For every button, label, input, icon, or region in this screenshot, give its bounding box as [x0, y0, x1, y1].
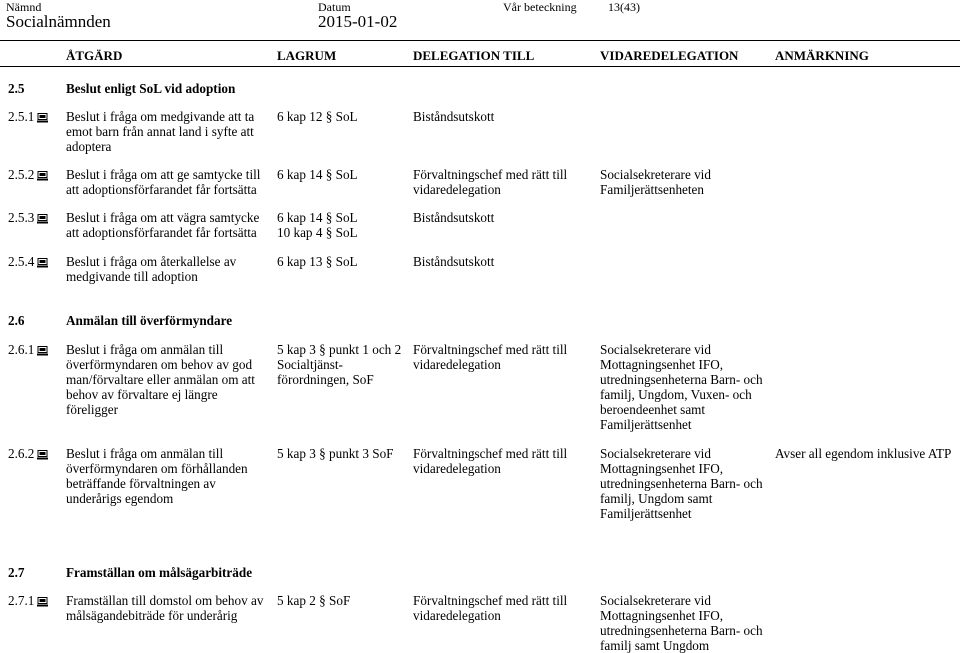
col-header-anmarkning: ANMÄRKNING: [775, 48, 869, 63]
atgard-cell: [66, 210, 259, 240]
col-header-lagrum: LAGRUM: [277, 48, 337, 63]
cell-line: Framställan till domstol om behov av: [66, 593, 264, 608]
row-number-text: 2.5.1: [8, 109, 35, 124]
cell-line: förordningen, SoF: [277, 372, 374, 387]
cell-line: vidaredelegation: [413, 461, 501, 476]
row-number-text: 2.7.1: [8, 593, 35, 608]
atgard-cell: [66, 593, 263, 623]
cell-line: överförmyndaren om förhållanden: [66, 461, 248, 476]
cell-line: Socialtjänst-: [277, 357, 343, 372]
cell-line: Mottagningsenhet IFO,: [600, 357, 724, 372]
cell-line: Beslut i fråga om anmälan till: [66, 446, 224, 461]
cell-line: behov av förvaltare ej längre: [66, 387, 218, 402]
section-number: 2.7: [8, 565, 25, 580]
header-value-namnd: Socialnämnden: [6, 12, 111, 31]
header-label-namnd: Nämnd: [6, 0, 42, 14]
cell-line: Biståndsutskott: [413, 109, 495, 124]
header-label-datum: Datum: [318, 0, 351, 14]
delegation-cell: [413, 254, 494, 269]
row-number: [8, 210, 48, 225]
cell-line: utredningsenheterna Barn- och: [600, 476, 763, 491]
lagrum-cell: [277, 167, 358, 182]
delegation-cell: [413, 446, 567, 476]
cell-line: vidaredelegation: [413, 182, 501, 197]
section-title: Beslut enligt SoL vid adoption: [66, 81, 236, 96]
delegation-cell: [413, 109, 494, 124]
cell-line: Mottagningsenhet IFO,: [600, 608, 724, 623]
vidaredelegation-cell: [600, 167, 711, 197]
cell-line: familj, Ungdom, Vuxen- och: [600, 387, 752, 402]
section-number: 2.6: [8, 313, 25, 328]
atgard-cell: [66, 167, 260, 197]
computer-icon: [37, 258, 48, 267]
row-number-text: 2.6.2: [8, 446, 35, 461]
cell-line: Avser all egendom inklusive ATP: [775, 446, 952, 461]
cell-line: 5 kap 3 § punkt 3 SoF: [277, 446, 394, 461]
cell-line: Beslut i fråga om medgivande att ta: [66, 109, 255, 124]
row-number: [8, 342, 48, 357]
cell-line: målsägandebiträde för underårig: [66, 608, 238, 623]
cell-line: föreligger: [66, 402, 118, 417]
cell-line: 6 kap 12 § SoL: [277, 109, 358, 124]
cell-line: adoptera: [66, 139, 112, 154]
cell-line: Beslut i fråga om att ge samtycke till: [66, 167, 261, 182]
lagrum-cell: [277, 342, 401, 387]
computer-icon: [37, 450, 48, 459]
anmarkning-cell: [775, 446, 951, 461]
cell-line: utredningsenheterna Barn- och: [600, 372, 763, 387]
cell-line: emot barn från annat land i syfte att: [66, 124, 254, 139]
atgard-cell: [66, 342, 255, 417]
lagrum-cell: [277, 210, 358, 240]
vidaredelegation-cell: [600, 342, 763, 432]
cell-line: att adoptionsförfarandet får fortsätta: [66, 182, 257, 197]
cell-line: 6 kap 13 § SoL: [277, 254, 358, 269]
delegation-cell: [413, 342, 567, 372]
row-number-text: 2.5.2: [8, 167, 35, 182]
row-number: [8, 167, 48, 182]
cell-line: Socialsekreterare vid: [600, 167, 711, 182]
cell-line: Förvaltningschef med rätt till: [413, 167, 568, 182]
cell-line: utredningsenheterna Barn- och: [600, 623, 763, 638]
computer-icon: [37, 346, 48, 355]
cell-line: familj, Ungdom samt: [600, 491, 713, 506]
row-number-text: 2.6.1: [8, 342, 35, 357]
cell-line: underårigs egendom: [66, 491, 174, 506]
section-title: Framställan om målsägarbiträde: [66, 565, 253, 580]
cell-line: Mottagningsenhet IFO,: [600, 461, 724, 476]
atgard-cell: [66, 109, 254, 154]
cell-line: man/förvaltare eller anmälan om att: [66, 372, 255, 387]
cell-line: Förvaltningschef med rätt till: [413, 342, 568, 357]
cell-line: medgivande till adoption: [66, 269, 198, 284]
computer-icon: [37, 214, 48, 223]
col-header-vidaredelegation: VIDAREDELEGATION: [600, 48, 739, 63]
cell-line: Beslut i fråga om anmälan till: [66, 342, 224, 357]
cell-line: 6 kap 14 § SoL: [277, 167, 358, 182]
header-value-datum: 2015-01-02: [318, 12, 398, 31]
cell-line: beträffande förvaltningen av: [66, 476, 216, 491]
cell-line: 5 kap 2 § SoF: [277, 593, 351, 608]
cell-line: 5 kap 3 § punkt 1 och 2: [277, 342, 402, 357]
row-number: [8, 593, 48, 608]
section-title: Anmälan till överförmyndare: [66, 313, 233, 328]
atgard-cell: [66, 446, 248, 506]
row-number-text: 2.5.4: [8, 254, 35, 269]
delegation-cell: [413, 210, 494, 225]
col-header-delegation: DELEGATION TILL: [413, 48, 535, 63]
cell-line: överförmyndaren om behov av god: [66, 357, 253, 372]
cell-line: Socialsekreterare vid: [600, 342, 711, 357]
computer-icon: [37, 171, 48, 180]
lagrum-cell: [277, 109, 358, 124]
cell-line: Beslut i fråga om att vägra samtycke: [66, 210, 260, 225]
table-header-top-rule: [0, 40, 960, 41]
lagrum-cell: [277, 593, 350, 608]
cell-line: Familjerättsenheten: [600, 182, 704, 197]
delegation-cell: [413, 593, 567, 623]
cell-line: Beslut i fråga om återkallelse av: [66, 254, 237, 269]
lagrum-cell: [277, 446, 394, 461]
lagrum-cell: [277, 254, 358, 269]
cell-line: familj samt Ungdom: [600, 638, 710, 653]
row-number-text: 2.5.3: [8, 210, 35, 225]
page-number: 13(43): [608, 0, 640, 14]
section-number: 2.5: [8, 81, 25, 96]
cell-line: Socialsekreterare vid: [600, 446, 711, 461]
cell-line: Familjerättsenhet: [600, 417, 692, 432]
cell-line: Biståndsutskott: [413, 254, 495, 269]
row-number: [8, 109, 48, 124]
row-number: [8, 446, 48, 461]
cell-line: Biståndsutskott: [413, 210, 495, 225]
cell-line: beroendeenhet samt: [600, 402, 706, 417]
computer-icon: [37, 113, 48, 122]
cell-line: Förvaltningschef med rätt till: [413, 446, 568, 461]
col-header-atgard: ÅTGÄRD: [66, 48, 123, 63]
header-label-beteckning: Vår beteckning: [503, 0, 577, 14]
cell-line: Familjerättsenhet: [600, 506, 692, 521]
table-header-bottom-rule: [0, 66, 960, 67]
cell-line: Förvaltningschef med rätt till: [413, 593, 568, 608]
atgard-cell: [66, 254, 236, 284]
row-number: [8, 254, 48, 269]
cell-line: att adoptionsförfarandet får fortsätta: [66, 225, 257, 240]
cell-line: 10 kap 4 § SoL: [277, 225, 358, 240]
cell-line: 6 kap 14 § SoL: [277, 210, 358, 225]
cell-line: vidaredelegation: [413, 357, 501, 372]
cell-line: vidaredelegation: [413, 608, 501, 623]
cell-line: Socialsekreterare vid: [600, 593, 711, 608]
computer-icon: [37, 597, 48, 606]
delegation-cell: [413, 167, 567, 197]
vidaredelegation-cell: [600, 446, 763, 521]
vidaredelegation-cell: [600, 593, 763, 653]
